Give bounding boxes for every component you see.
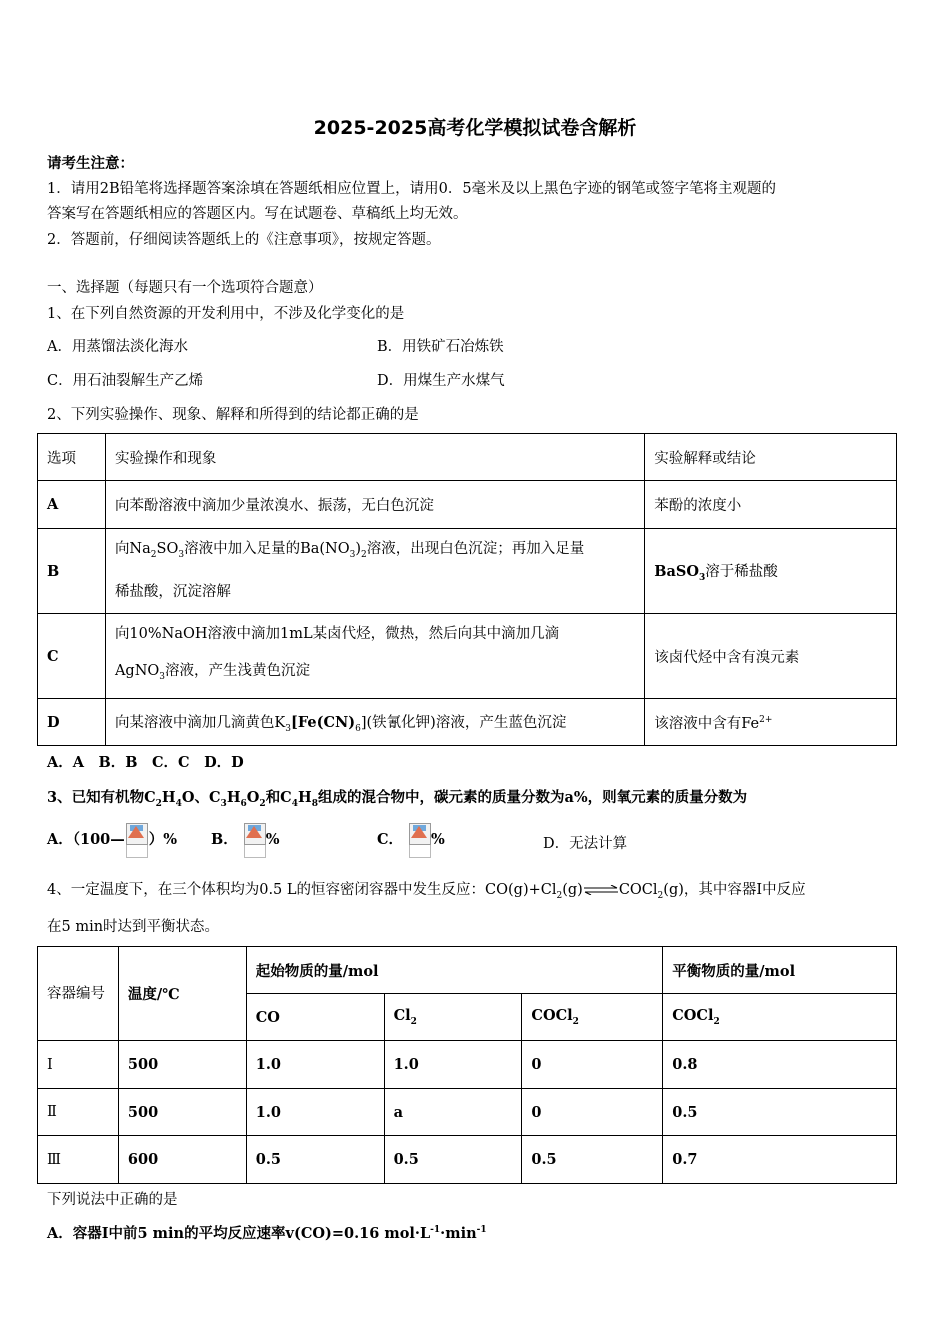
q4-stem-line2: 在5 min时达到平衡状态。: [47, 919, 220, 935]
cell: 0.5: [663, 1089, 897, 1136]
table-row: [38, 1089, 897, 1136]
subscript: 4: [291, 798, 298, 809]
subscript: 2: [361, 549, 367, 560]
q3-stem: [47, 786, 747, 809]
cell: a: [384, 1089, 522, 1136]
table-row: [38, 529, 897, 614]
cell: 0.7: [663, 1136, 897, 1184]
text: 向某溶液中滴加几滴黄色K: [114, 714, 286, 731]
subscript: 4: [175, 798, 182, 809]
cell: 1.0: [246, 1041, 384, 1089]
text: O: [246, 789, 260, 806]
q4-option-a: [47, 1222, 487, 1243]
text: [Fe(CN): [291, 713, 356, 731]
q2-row-b-conclusion: [645, 529, 897, 614]
q2-row-a-option: A: [38, 481, 106, 529]
text: %: [431, 831, 445, 848]
text: Cl: [393, 1007, 411, 1025]
equilibrium-arrow-icon: [583, 885, 619, 895]
text: COCl: [672, 1007, 714, 1025]
cell: 600: [118, 1136, 246, 1184]
text: 溶液中加入足量的Ba(NO: [184, 541, 350, 558]
q2-row-d-operation: [105, 699, 644, 746]
subscript: 6: [355, 723, 361, 734]
q2-row-c-option: C: [38, 614, 106, 699]
q4-header-eq: 平衡物质的量/mol: [663, 947, 897, 994]
fraction-image-icon: [409, 823, 431, 857]
q4-subheader-cl2: [384, 994, 522, 1041]
text: H: [161, 789, 176, 806]
q2-header-option: 选项: [38, 434, 106, 481]
page-title: 2025-2025高考化学模拟试卷含解析: [313, 117, 637, 139]
text: 溶于稀盐酸: [705, 563, 778, 580]
text: COCl: [531, 1007, 573, 1025]
subscript: 2: [713, 1016, 720, 1027]
cell: 1.0: [246, 1089, 384, 1136]
q2-row-a-conclusion: 苯酚的浓度小: [645, 481, 897, 529]
cell: Ⅱ: [38, 1089, 119, 1136]
q4-header-temp: 温度/℃: [118, 947, 246, 1041]
q4-stem-line1: [47, 878, 806, 901]
table-row: [38, 1136, 897, 1184]
subscript: 3: [159, 671, 166, 682]
text: C．: [377, 831, 404, 848]
text: H: [298, 789, 312, 806]
text: H: [226, 789, 241, 806]
q4-subheader-eq-cocl2: [663, 994, 897, 1041]
text: 组成的混合物中，碳元素的质量分数为a%，则氧元素的质量分数为: [317, 789, 748, 806]
text: SO: [156, 541, 179, 558]
subscript: 2: [155, 798, 162, 809]
text: %: [265, 831, 280, 848]
text: 向Na: [114, 541, 151, 558]
subscript: 3: [699, 572, 706, 583]
table-row: [38, 947, 897, 994]
text: COCl: [618, 882, 658, 898]
subscript: 2: [657, 890, 664, 901]
subscript: 8: [311, 798, 318, 809]
q2-header-operation: 实验操作和现象: [105, 434, 644, 481]
notice-item1-line2: 答案写在答题纸相应的答题区内。写在试题卷、草稿纸上均无效。: [47, 206, 468, 222]
text: (g): [562, 882, 583, 898]
q4-header-start: 起始物质的量/mol: [246, 947, 663, 994]
cell: 0.5: [384, 1136, 522, 1184]
cell: 500: [118, 1041, 246, 1089]
q4-subheader-co: CO: [246, 994, 384, 1041]
q1-option-d: D．用煤生产水煤气: [377, 373, 505, 389]
q4-question: 下列说法中正确的是: [47, 1192, 178, 1208]
superscript: -1: [476, 1225, 487, 1236]
cell: 0: [522, 1089, 663, 1136]
text: B．: [211, 831, 238, 848]
text: ](铁氰化钾)溶液，产生蓝色沉淀: [360, 714, 567, 731]
q1-option-b: B．用铁矿石冶炼铁: [377, 339, 504, 355]
text: 和C: [265, 789, 292, 806]
q3-option-c: [377, 814, 445, 854]
text: A．（100—: [47, 831, 125, 848]
text: ): [355, 541, 362, 558]
subscript: 2: [150, 549, 157, 560]
text: 3、已知有机物C: [47, 789, 156, 806]
cell: Ⅲ: [38, 1136, 119, 1184]
q2-header-conclusion: 实验解释或结论: [645, 434, 897, 481]
q4-header-container: 容器编号: [38, 947, 119, 1041]
cell: 0.5: [246, 1136, 384, 1184]
q3-option-d: D．无法计算: [543, 836, 628, 852]
fraction-image-icon: [244, 823, 266, 857]
subscript: 6: [240, 798, 247, 809]
fraction-image-icon: [126, 823, 148, 857]
notice-heading: 请考生注意：: [47, 155, 134, 172]
q2-answers: A．A B．B C．C D．D: [47, 754, 244, 771]
text: O、C: [181, 789, 221, 806]
notice-item1-line1: 1．请用2B铅笔将选择题答案涂填在答题纸相应位置上，请用0．5毫米及以上黑色字迹的钢笔或签字笔将主观题的: [47, 181, 777, 197]
text: ·min: [440, 1225, 477, 1242]
subscript: 2: [410, 1016, 417, 1027]
cell: 0: [522, 1041, 663, 1089]
text: 向10%NaOH溶液中滴加1mL某卤代烃，微热，然后向其中滴加几滴: [114, 626, 560, 643]
subscript: 3: [349, 549, 356, 560]
table-row: [38, 699, 897, 746]
text: 溶液，出现白色沉淀；再加入足量: [366, 541, 585, 558]
q1-option-c: C．用石油裂解生产乙烯: [47, 373, 204, 389]
q4-table: [37, 946, 897, 1184]
table-row: [38, 1041, 897, 1089]
q2-row-c-conclusion: 该卤代烃中含有溴元素: [645, 614, 897, 699]
text: 稀盐酸，沉淀溶解: [114, 583, 231, 600]
text: AgNO: [114, 663, 160, 680]
table-row: [38, 434, 897, 481]
subscript: 2: [259, 798, 266, 809]
text: A．容器Ⅰ中前5 min的平均反应速率v(CO)=0.16 mol·L: [47, 1225, 431, 1242]
cell: 500: [118, 1089, 246, 1136]
table-row: [38, 481, 897, 529]
subscript: 3: [220, 798, 227, 809]
superscript: -1: [430, 1225, 441, 1236]
q4-subheader-cocl2: [522, 994, 663, 1041]
cell: 1.0: [384, 1041, 522, 1089]
cell: Ⅰ: [38, 1041, 119, 1089]
q3-option-b: [211, 814, 280, 854]
q1-stem: 1、在下列自然资源的开发利用中，不涉及化学变化的是: [47, 306, 405, 322]
text: (g)，其中容器Ⅰ中反应: [663, 882, 806, 898]
text: 该溶液中含有Fe: [654, 715, 760, 732]
notice-item2: 2．答题前，仔细阅读答题纸上的《注意事项》，按规定答题。: [47, 232, 441, 248]
table-row: [38, 614, 897, 699]
subscript: 3: [178, 549, 185, 560]
section-heading: 一、选择题（每题只有一个选项符合题意）: [47, 280, 323, 296]
text: BaSO: [654, 562, 700, 580]
q2-table: [37, 433, 897, 746]
q2-stem: 2、下列实验操作、现象、解释和所得到的结论都正确的是: [47, 407, 419, 423]
q1-option-a: A．用蒸馏法淡化海水: [47, 339, 188, 355]
q2-row-b-option: B: [38, 529, 106, 614]
subscript: 2: [556, 890, 563, 901]
q3-option-a: [47, 814, 177, 854]
subscript: 3: [285, 723, 292, 734]
q2-row-c-operation: [105, 614, 644, 699]
q2-row-d-option: D: [38, 699, 106, 746]
text: 4、一定温度下，在三个体积均为0.5 L的恒容密闭容器中发生反应：CO(g)+Cl: [47, 882, 557, 898]
q2-row-a-operation: 向苯酚溶液中滴加少量浓溴水、振荡，无白色沉淀: [105, 481, 644, 529]
text: 溶液，产生浅黄色沉淀: [165, 663, 311, 680]
cell: 0.8: [663, 1041, 897, 1089]
q2-row-b-operation: [105, 529, 644, 614]
q2-row-d-conclusion: [645, 699, 897, 746]
cell: 0.5: [522, 1136, 663, 1184]
subscript: 2: [572, 1016, 579, 1027]
text: ）%: [148, 831, 178, 848]
superscript: 2+: [759, 714, 773, 725]
